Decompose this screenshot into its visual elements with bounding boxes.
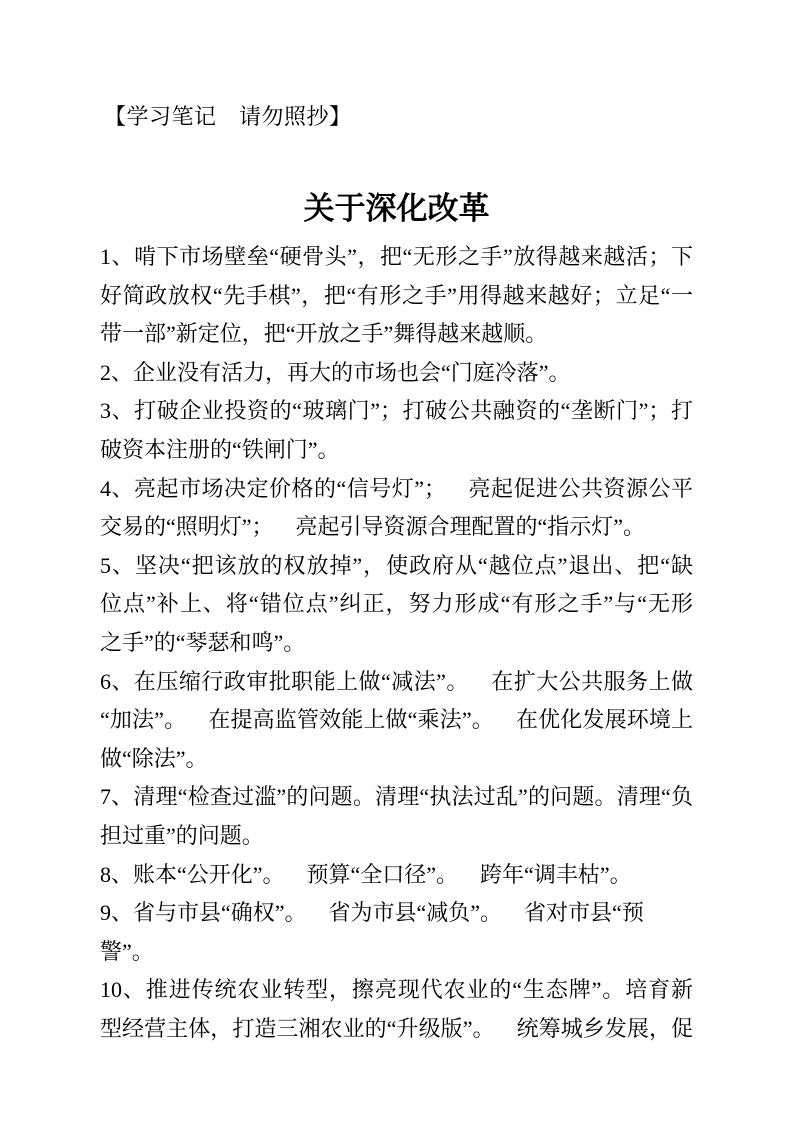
header-note: 【学习笔记 请勿照抄】	[104, 105, 352, 130]
text-line: 交易的“照明灯”； 亮起引导资源合理配置的“指示灯”。	[100, 514, 646, 540]
text-line: 8、账本“公开化”。 预算“全口径”。 跨年“调丰枯”。	[100, 861, 632, 887]
text-line: 5、坚决“把该放的权放掉”，使政府从“越位点”退出、把“缺	[100, 552, 693, 578]
paragraph	[100, 856, 693, 895]
paragraph	[100, 392, 693, 469]
text-line: 担过重”的问题。	[100, 822, 264, 848]
paragraph	[100, 778, 693, 855]
paragraph	[100, 663, 693, 779]
paragraph	[100, 894, 693, 971]
text-line: 10、推进传统农业转型，擦亮现代农业的“生态牌”。培育新	[100, 977, 693, 1003]
text-line: 带一部”新定位，把“开放之手”舞得越来越顺。	[100, 321, 548, 347]
text-line: “加法”。 在提高监管效能上做“乘法”。 在优化发展环境上	[100, 707, 693, 733]
paragraph	[100, 971, 693, 1048]
text-line: 9、省与市县“确权”。 省为市县“减负”。 省对市县“预警”。	[100, 900, 644, 964]
document-body	[100, 238, 693, 1048]
document-title: 关于深化改革	[303, 191, 490, 226]
paragraph	[100, 470, 693, 547]
text-line: 2、企业没有活力，再大的市场也会“门庭冷落”。	[100, 359, 571, 385]
paragraph	[100, 354, 693, 393]
text-line: 之手”的“琴瑟和鸣”。	[100, 629, 306, 655]
text-line: 位点”补上、将“错位点”纠正，努力形成“有形之手”与“无形	[100, 591, 693, 617]
paragraph	[100, 238, 693, 354]
text-line: 好简政放权“先手棋”，把“有形之手”用得越来越好；立足“一	[100, 282, 693, 308]
text-line: 破资本注册的“铁闸门”。	[100, 436, 340, 462]
text-line: 做“除法”。	[100, 745, 208, 771]
paragraph	[100, 547, 693, 663]
text-line: 6、在压缩行政审批职能上做“减法”。 在扩大公共服务上做	[100, 668, 693, 694]
text-line: 3、打破企业投资的“玻璃门”；打破公共融资的“垄断门”；打	[100, 398, 693, 424]
text-line: 型经营主体，打造三湘农业的“升级版”。 统筹城乡发展，促	[100, 1015, 693, 1041]
text-line: 4、亮起市场决定价格的“信号灯”； 亮起促进公共资源公平	[100, 475, 693, 501]
text-line: 1、啃下市场壁垒“硬骨头”，把“无形之手”放得越来越活；下	[100, 244, 693, 269]
text-line: 7、清理“检查过滥”的问题。清理“执法过乱”的问题。清理“负	[100, 784, 693, 810]
